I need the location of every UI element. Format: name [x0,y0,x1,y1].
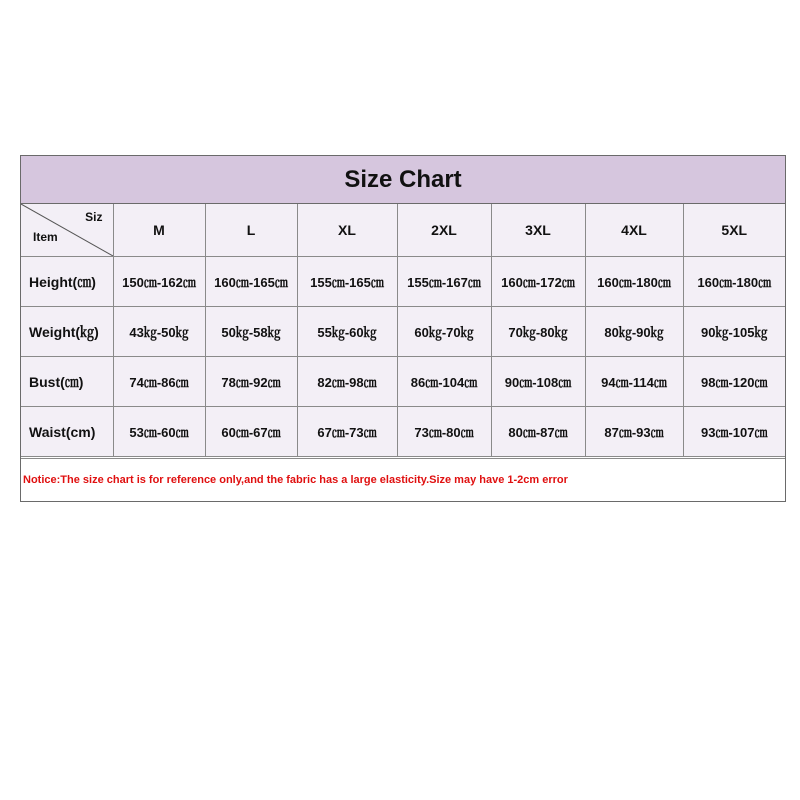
corner-size-label: Siz [85,210,103,224]
table-cell: 155㎝-165㎝ [297,257,397,307]
table-cell: 94㎝-114㎝ [585,357,683,407]
table-cell: 80㎝-87㎝ [491,407,585,457]
table-cell: 155㎝-167㎝ [397,257,491,307]
size-header-3xl: 3XL [491,204,585,257]
table-cell: 150㎝-162㎝ [113,257,205,307]
size-header-m: M [113,204,205,257]
table-row-bust [21,357,785,407]
row-label-weight: Weight(㎏) [21,307,113,357]
notice-text: Notice:The size chart is for reference only,and the fabric has a large elasticity.Size may have 1-2cm error [21,458,785,501]
table-row-weight [21,307,785,357]
size-header-xl: XL [297,204,397,257]
table-cell: 87㎝-93㎝ [585,407,683,457]
table-cell: 160㎝-180㎝ [683,257,785,307]
size-header-l: L [205,204,297,257]
table-cell: 160㎝-165㎝ [205,257,297,307]
table-cell: 43㎏-50㎏ [113,307,205,357]
table-cell: 53㎝-60㎝ [113,407,205,457]
table-cell: 67㎝-73㎝ [297,407,397,457]
table-cell: 160㎝-180㎝ [585,257,683,307]
table-cell: 98㎝-120㎝ [683,357,785,407]
size-table [21,204,785,457]
table-cell: 80㎏-90㎏ [585,307,683,357]
chart-title: Size Chart [21,156,785,204]
size-chart [20,155,786,502]
table-cell: 86㎝-104㎝ [397,357,491,407]
size-header-2xl: 2XL [397,204,491,257]
table-cell: 93㎝-107㎝ [683,407,785,457]
table-cell: 60㎝-67㎝ [205,407,297,457]
table-cell: 160㎝-172㎝ [491,257,585,307]
row-label-bust: Bust(㎝) [21,357,113,407]
table-cell: 78㎝-92㎝ [205,357,297,407]
table-cell: 50㎏-58㎏ [205,307,297,357]
size-header-4xl: 4XL [585,204,683,257]
table-cell: 74㎝-86㎝ [113,357,205,407]
table-row-waist [21,407,785,457]
corner-cell [21,204,113,257]
table-cell: 82㎝-98㎝ [297,357,397,407]
table-cell: 55㎏-60㎏ [297,307,397,357]
row-label-waist: Waist(cm) [21,407,113,457]
table-cell: 90㎏-105㎏ [683,307,785,357]
header-row [21,204,785,257]
corner-item-label: Item [33,230,58,244]
table-cell: 60㎏-70㎏ [397,307,491,357]
size-header-5xl: 5XL [683,204,785,257]
table-cell: 90㎝-108㎝ [491,357,585,407]
table-row-height [21,257,785,307]
table-cell: 73㎝-80㎝ [397,407,491,457]
table-cell: 70㎏-80㎏ [491,307,585,357]
row-label-height: Height(㎝) [21,257,113,307]
